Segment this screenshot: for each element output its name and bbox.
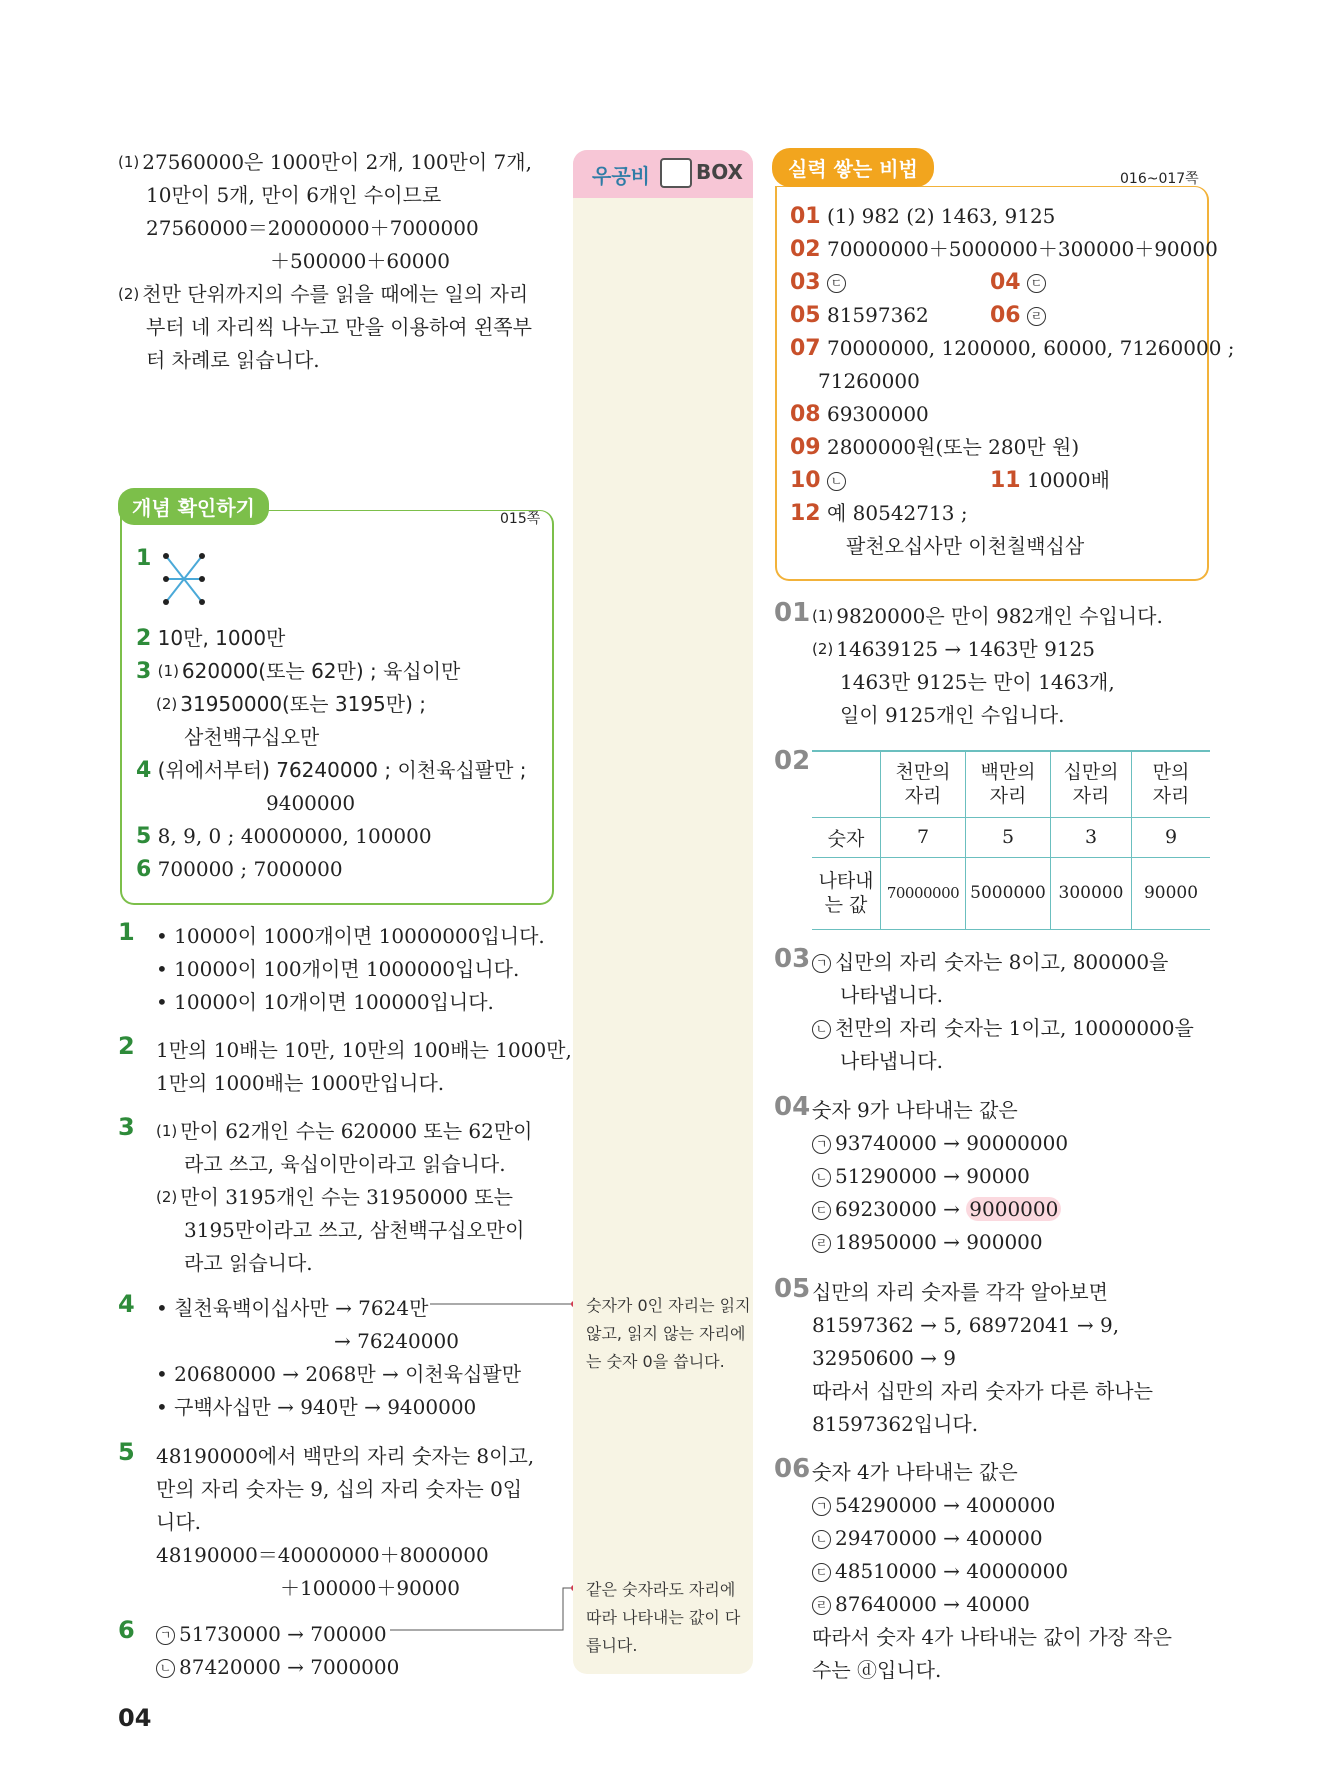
table-cell: 3 (1051, 817, 1132, 857)
highlight: 9000000 (966, 1197, 1061, 1221)
text: 27560000은 1000만이 2개, 100만이 7개, (142, 150, 532, 174)
text-line: ㄱ 93740000 → 90000000 (812, 1127, 1068, 1160)
text-line: 라고 쓰고, 육십이만이라고 읽습니다. (184, 1152, 506, 1176)
answer-line: 5 8, 9, 0 ; 40000000, 100000 (136, 824, 432, 849)
answer-line: 삼천백구십오만 (184, 725, 320, 749)
row-label: 숫자 (812, 817, 881, 857)
text-line: (2) 14639125 → 1463만 9125 (812, 637, 1095, 661)
page-ref: 016~017쪽 (1120, 171, 1199, 187)
answer-line: 4 (위에서부터) 76240000 ; 이천육십팔만 ; (136, 758, 527, 783)
table-cell: 300000 (1051, 857, 1132, 929)
item-number: 06 (774, 1454, 811, 1484)
page-ref: 015쪽 (500, 511, 541, 527)
text-line: 81597362입니다. (812, 1412, 979, 1436)
text-line: • 칠천육백이십사만 → 7624만 (156, 1296, 429, 1320)
text-line: ㄹ 87640000 → 40000 (812, 1588, 1030, 1621)
text-line: 나타냅니다. (840, 983, 943, 1007)
text-line: 48190000＝40000000＋8000000 (156, 1543, 489, 1567)
text-line: ㄱ 51730000 → 700000 (156, 1618, 387, 1651)
text-line: (1) 만이 62개인 수는 620000 또는 62만이 (156, 1119, 533, 1143)
item-number: 1 (136, 546, 152, 571)
table-cell: 90000 (1132, 857, 1211, 929)
place-value-table (812, 750, 1210, 930)
text-line: 숫자 9가 나타내는 값은 (812, 1098, 1018, 1122)
answer-line: (2) 31950000(또는 3195만) ; (156, 692, 426, 716)
skill-badge: 실력 쌓는 비법 (772, 148, 934, 187)
text-line: • 구백사십만 → 940만 → 9400000 (156, 1395, 477, 1419)
marker: (1) (118, 153, 140, 171)
text-line: 따라서 숫자 4가 나타내는 값이 가장 작은 (812, 1625, 1172, 1649)
answer-row: 08 69300000 (790, 402, 929, 427)
marker: (2) (118, 285, 140, 303)
text-line: 1만의 1000배는 1000만입니다. (156, 1071, 445, 1095)
answer-line: 6 700000 ; 7000000 (136, 857, 343, 882)
text-line: • 10000이 10개이면 100000입니다. (156, 990, 494, 1014)
text-line: ㄷ 48510000 → 40000000 (812, 1555, 1068, 1588)
page-number: 04 (118, 1704, 152, 1732)
answer-row: 03 ㄷ (790, 266, 850, 299)
table-cell: 5000000 (966, 857, 1051, 929)
answer-line: 3 (1) 620000(또는 62만) ; 육십이만 (136, 659, 461, 684)
text-line: 10만이 5개, 만이 6개인 수이므로 (146, 183, 442, 207)
box-icon (660, 158, 692, 188)
item-number: 05 (774, 1274, 811, 1304)
text-line: 1만의 10배는 10만, 10만의 100배는 1000만, (156, 1038, 572, 1062)
text-line: 십만의 자리 숫자를 각각 알아보면 (812, 1280, 1108, 1304)
text-line: → 76240000 (334, 1329, 459, 1353)
text-line: 나타냅니다. (840, 1049, 943, 1073)
text-line: • 20680000 → 2068만 → 이천육십팔만 (156, 1362, 522, 1386)
text-line: 48190000에서 백만의 자리 숫자는 8이고, (156, 1444, 535, 1468)
text-line: 니다. (156, 1510, 201, 1534)
answer-row: 09 2800000원(또는 280만 원) (790, 435, 1080, 460)
item-number: 6 (118, 1616, 135, 1644)
row-label: 나타내 는 값 (812, 857, 881, 929)
answer-row: 06 ㄹ (990, 299, 1050, 332)
item-number: 4 (118, 1290, 135, 1318)
text-line: 만의 자리 숫자는 9, 십의 자리 숫자는 0입 (156, 1477, 523, 1501)
text-line: ㄴ 천만의 자리 숫자는 1이고, 10000000을 (812, 1012, 1194, 1045)
table-header: 백만의 자리 (966, 751, 1051, 817)
answer-row: 07 70000000, 1200000, 60000, 71260000 ; (790, 336, 1235, 361)
answer-row: 11 10000배 (990, 468, 1110, 493)
concept-badge: 개념 확인하기 (118, 488, 269, 525)
text-line: ＋100000＋90000 (280, 1576, 460, 1600)
table-cell: 7 (881, 817, 966, 857)
text-line: 부터 네 자리씩 나누고 만을 이용하여 왼쪽부 (146, 315, 532, 339)
text-line: ㄴ 87420000 → 7000000 (156, 1651, 399, 1684)
answer-row: 04 ㄷ (990, 266, 1050, 299)
table-header: 만의 자리 (1132, 751, 1211, 817)
table-cell: 70000000 (881, 857, 966, 929)
text-line: • 10000이 1000개이면 10000000입니다. (156, 924, 545, 948)
text: 천만 단위까지의 수를 읽을 때에는 일의 자리 (142, 282, 529, 306)
text-line: ㄹ 18950000 → 900000 (812, 1226, 1043, 1259)
text-line: 81597362 → 5, 68972041 → 9, (812, 1313, 1120, 1337)
text-line: ㄷ 69230000 → 9000000 (812, 1193, 1061, 1226)
answer-row: 05 81597362 (790, 303, 929, 328)
answer-row: 팔천오십사만 이천칠백십삼 (846, 534, 1085, 558)
text-line: 숫자 4가 나타내는 값은 (812, 1460, 1018, 1484)
note-1: 숫자가 0인 자리는 읽지 않고, 읽지 않는 자리에 는 숫자 0을 씁니다. (586, 1296, 751, 1371)
answer-line: 9400000 (266, 791, 356, 815)
box-title-b: BOX (696, 160, 743, 184)
table-header: 십만의 자리 (1051, 751, 1132, 817)
text-line: 32950600 → 9 (812, 1346, 956, 1370)
item-number: 2 (118, 1032, 135, 1060)
text-line: 1463만 9125는 만이 1463개, (840, 670, 1115, 694)
text-line: ＋500000＋60000 (270, 249, 450, 273)
text-line: ㄱ 십만의 자리 숫자는 8이고, 800000을 (812, 946, 1168, 979)
text-line: • 10000이 100개이면 1000000입니다. (156, 957, 520, 981)
text-line: 수는 ⓓ입니다. (812, 1658, 942, 1682)
answer-row: 01 (1) 982 (2) 1463, 9125 (790, 204, 1056, 229)
answer-row: 02 70000000＋5000000＋300000＋90000 (790, 237, 1218, 262)
text-line: (1) 9820000은 만이 982개인 수입니다. (812, 604, 1163, 628)
answer-row: 12 예 80542713 ; (790, 501, 968, 526)
text-line: 3195만이라고 쓰고, 삼천백구십오만이 (184, 1218, 525, 1242)
answer-row: 71260000 (818, 369, 920, 393)
item-number: 02 (774, 746, 811, 776)
box-title-a: 우공비 (592, 164, 650, 188)
text-line: 라고 읽습니다. (184, 1251, 313, 1275)
text-line: ㄱ 54290000 → 4000000 (812, 1489, 1055, 1522)
answer-row: 10 ㄴ (790, 464, 850, 497)
text-line: 터 차례로 읽습니다. (146, 348, 320, 372)
table-header: 천만의 자리 (881, 751, 966, 817)
text-line: (2) 만이 3195개인 수는 31950000 또는 (156, 1185, 513, 1209)
text-line: 일이 9125개인 수입니다. (840, 703, 1065, 727)
answer-line: 2 10만, 1000만 (136, 626, 286, 651)
table-cell: 5 (966, 817, 1051, 857)
table-cell: 9 (1132, 817, 1211, 857)
item-number: 01 (774, 598, 811, 628)
item-number: 3 (118, 1113, 135, 1141)
item-number: 1 (118, 918, 135, 946)
item-number: 04 (774, 1092, 811, 1122)
text-line: 27560000＝20000000＋7000000 (146, 216, 479, 240)
text-line: ㄴ 29470000 → 400000 (812, 1522, 1043, 1555)
text-line: 따라서 십만의 자리 숫자가 다른 하나는 (812, 1379, 1153, 1403)
item-number: 03 (774, 944, 811, 974)
text-line: ㄴ 51290000 → 90000 (812, 1160, 1030, 1193)
note-2: 같은 숫자라도 자리에 따라 나타내는 값이 다 릅니다. (586, 1580, 741, 1655)
item-number: 5 (118, 1438, 135, 1466)
